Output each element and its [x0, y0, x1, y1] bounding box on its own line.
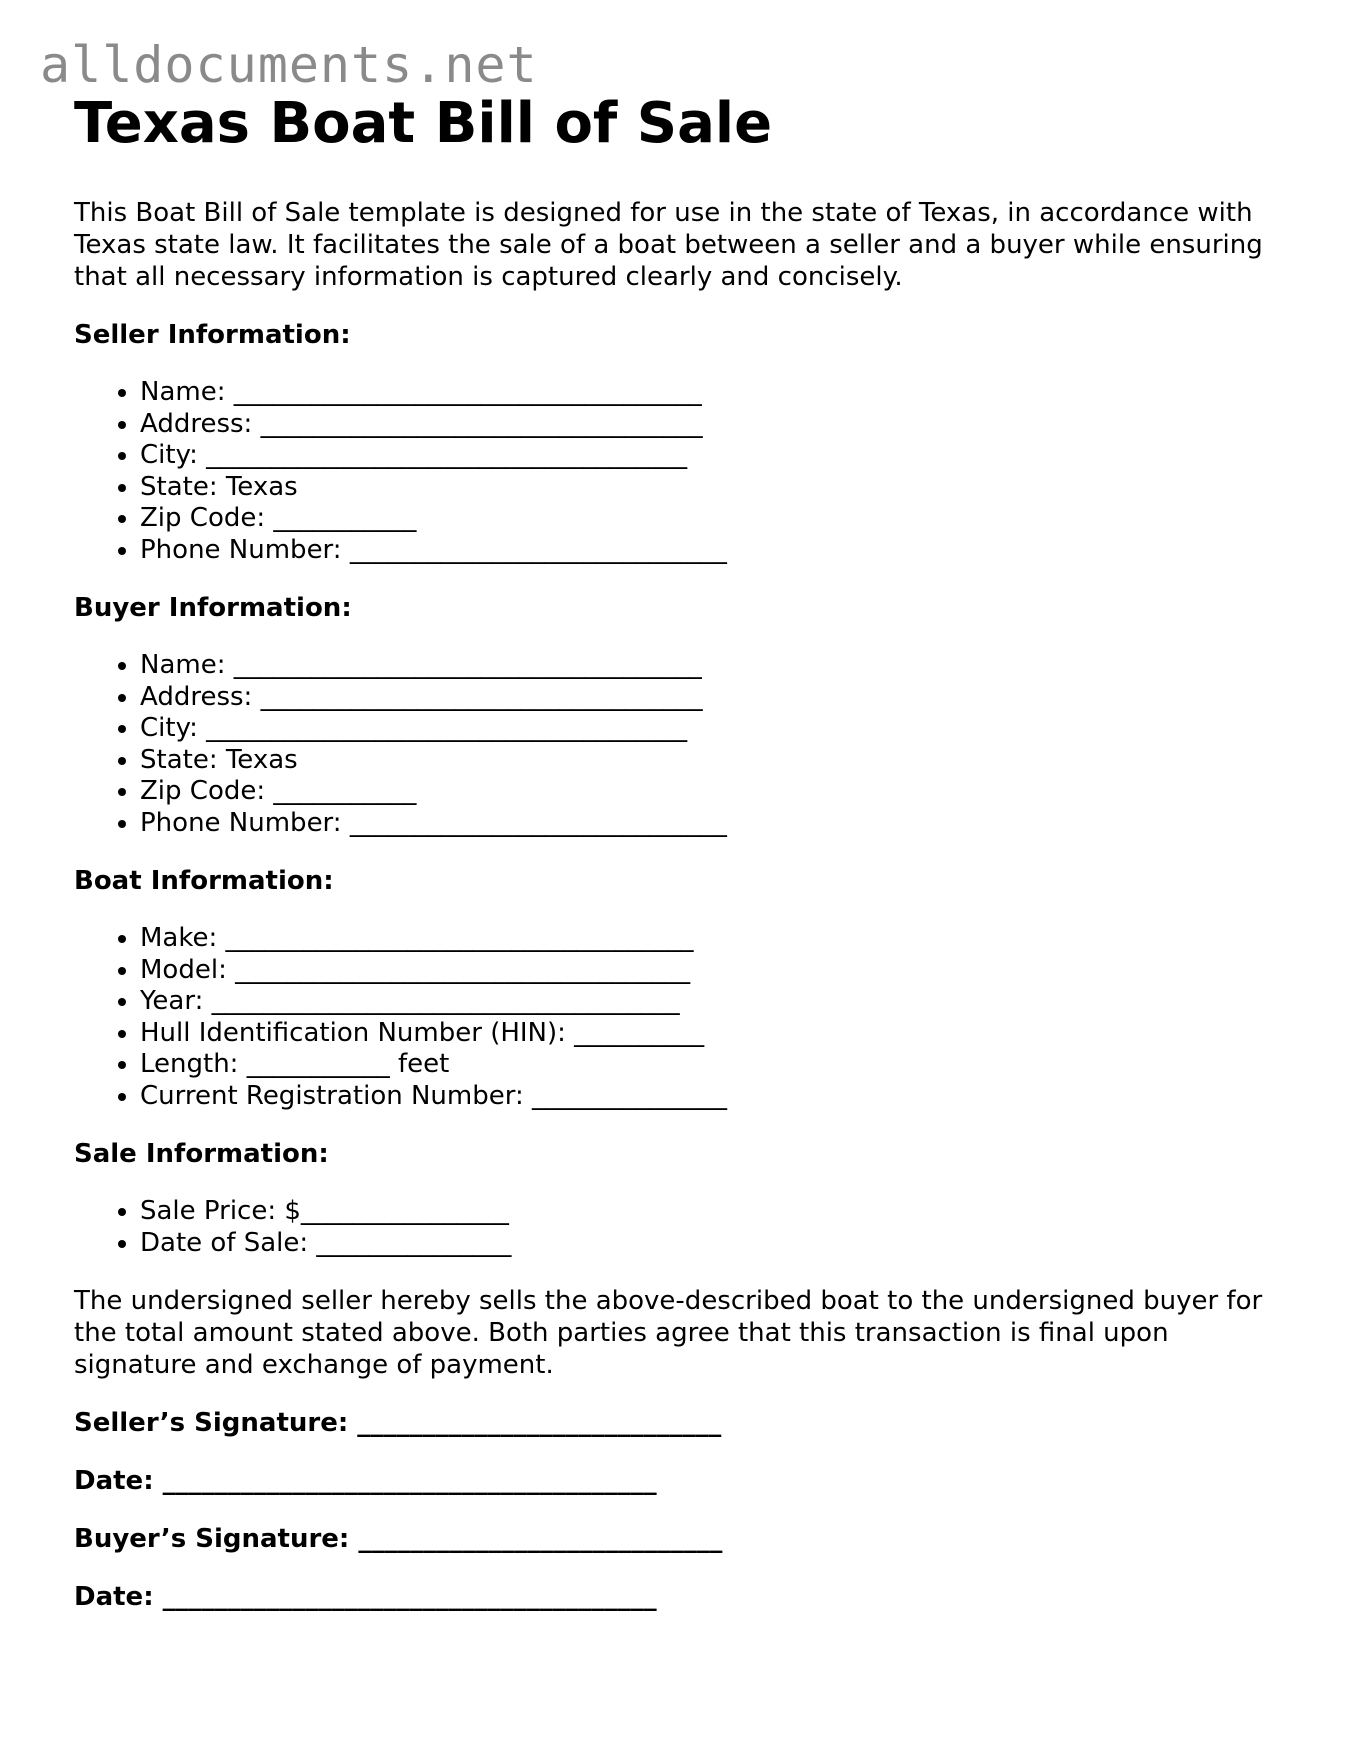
seller-address-field: • Address: __________________________________	[140, 409, 1294, 441]
boat-fields-list	[74, 923, 1294, 1112]
buyer-date-line: Date: ______________________________________	[74, 1582, 657, 1613]
seller-city-field: • City: _____________________________________	[140, 440, 1294, 472]
sale-date-field: • Date of Sale: _______________	[140, 1228, 1294, 1260]
buyer-zip-field: • Zip Code: ___________	[140, 776, 1294, 808]
seller-zip-field: • Zip Code: ___________	[140, 503, 1294, 535]
boat-length-field: • Length: ___________ feet	[140, 1049, 1294, 1081]
buyer-phone-field: • Phone Number: _____________________________	[140, 808, 1294, 840]
seller-state-field: • State: Texas	[140, 472, 1294, 504]
seller-phone-field: • Phone Number: _____________________________	[140, 535, 1294, 567]
sale-fields-list	[74, 1196, 1294, 1259]
seller-signature-line: Seller’s Signature: ____________________________	[74, 1408, 722, 1439]
watermark-logo: alldocuments.net	[40, 36, 538, 94]
seller-date-line: Date: ______________________________________	[74, 1466, 657, 1497]
boat-registration-field: • Current Registration Number: _______________	[140, 1081, 1294, 1113]
seller-fields-list	[74, 377, 1294, 566]
seller-name-field: • Name: ____________________________________	[140, 377, 1294, 409]
buyer-state-field: • State: Texas	[140, 745, 1294, 777]
intro-paragraph: This Boat Bill of Sale template is designed for use in the state of Texas, in accordance with Texas state law. It facilitates the sale of a boat between a seller and a buyer while ensuring that all necessary information is captured clearly and concisely.	[74, 198, 1263, 293]
buyer-signature-line: Buyer’s Signature: ____________________________	[74, 1524, 723, 1555]
boat-section-heading: Boat Information:	[74, 866, 334, 897]
closing-paragraph: The undersigned seller hereby sells the above-described boat to the undersigned buyer for the total amount stated above. Both parties agree that this transaction is final upon signature and exchange of payment.	[74, 1286, 1263, 1381]
sale-section-heading: Sale Information:	[74, 1139, 329, 1170]
document-page	[74, 90, 1294, 1613]
page-title: Texas Boat Bill of Sale	[74, 91, 773, 156]
boat-year-field: • Year: ____________________________________	[140, 986, 1294, 1018]
boat-model-field: • Model: ___________________________________	[140, 955, 1294, 987]
buyer-name-field: • Name: ____________________________________	[140, 650, 1294, 682]
sale-price-field: • Sale Price: $________________	[140, 1196, 1294, 1228]
buyer-city-field: • City: _____________________________________	[140, 713, 1294, 745]
buyer-address-field: • Address: __________________________________	[140, 682, 1294, 714]
boat-hin-field: • Hull Identification Number (HIN): __________	[140, 1018, 1294, 1050]
buyer-fields-list	[74, 650, 1294, 839]
seller-section-heading: Seller Information:	[74, 320, 351, 351]
boat-make-field: • Make: ____________________________________	[140, 923, 1294, 955]
buyer-section-heading: Buyer Information:	[74, 593, 352, 624]
